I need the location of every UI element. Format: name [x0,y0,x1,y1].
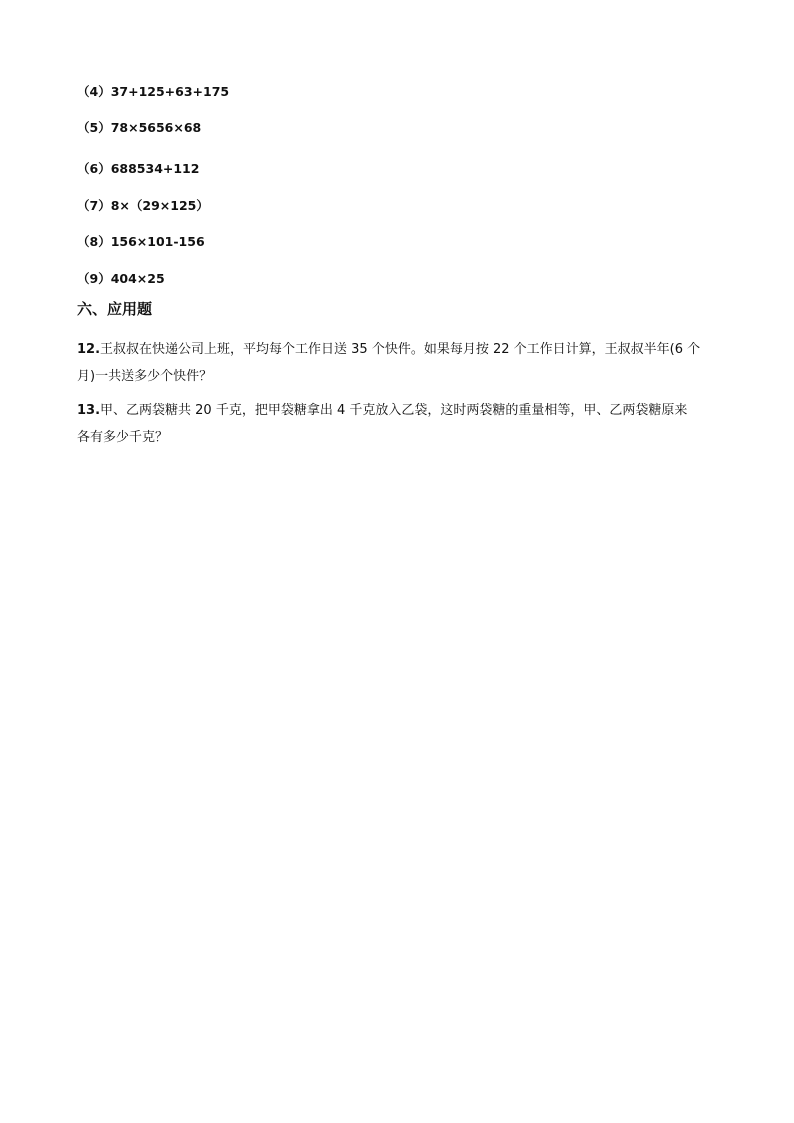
calc-item-5 [77,120,201,136]
calc-label: （4） [77,84,111,99]
calc-item-4 [77,84,229,100]
problem-number: 13. [77,403,101,418]
calc-expression: 688534+112 [110,161,200,176]
problem-13 [77,397,725,451]
problem-text-line1: 甲、乙两袋糖共 20 千克，把甲袋糖拿出 4 千克放入乙袋，这时两袋糖的重量相等，甲、乙两袋糖原来 [100,403,688,418]
calc-label: （5） [77,120,111,135]
calc-label: （9） [77,271,111,286]
calc-expression: 404×25 [110,271,165,286]
calc-item-7 [77,198,209,214]
problem-text-line1: 王叔叔在快递公司上班，平均每个工作日送 35 个快件。如果每月按 22 个工作日计算，王叔叔半年(6 个 [100,342,701,357]
calc-item-9 [77,271,165,287]
calc-label: （8） [77,234,111,249]
calc-item-8 [77,234,205,250]
problem-text-line2: 各有多少千克？ [77,430,169,445]
calc-label: （6） [77,161,111,176]
calc-label: （7） [77,198,111,213]
problem-text-line2: 月)一共送多少个快件？ [77,369,213,384]
calc-expression: 156×101-156 [110,234,205,249]
calc-expression: 78×5656×68 [110,120,202,135]
calc-expression: 37+125+63+175 [110,84,230,99]
problem-number: 12. [77,342,101,357]
section-title: 六、应用题 [77,300,153,318]
problem-12 [77,336,725,390]
calc-expression: 8×（29×125） [110,198,209,213]
calc-item-6 [77,161,199,177]
